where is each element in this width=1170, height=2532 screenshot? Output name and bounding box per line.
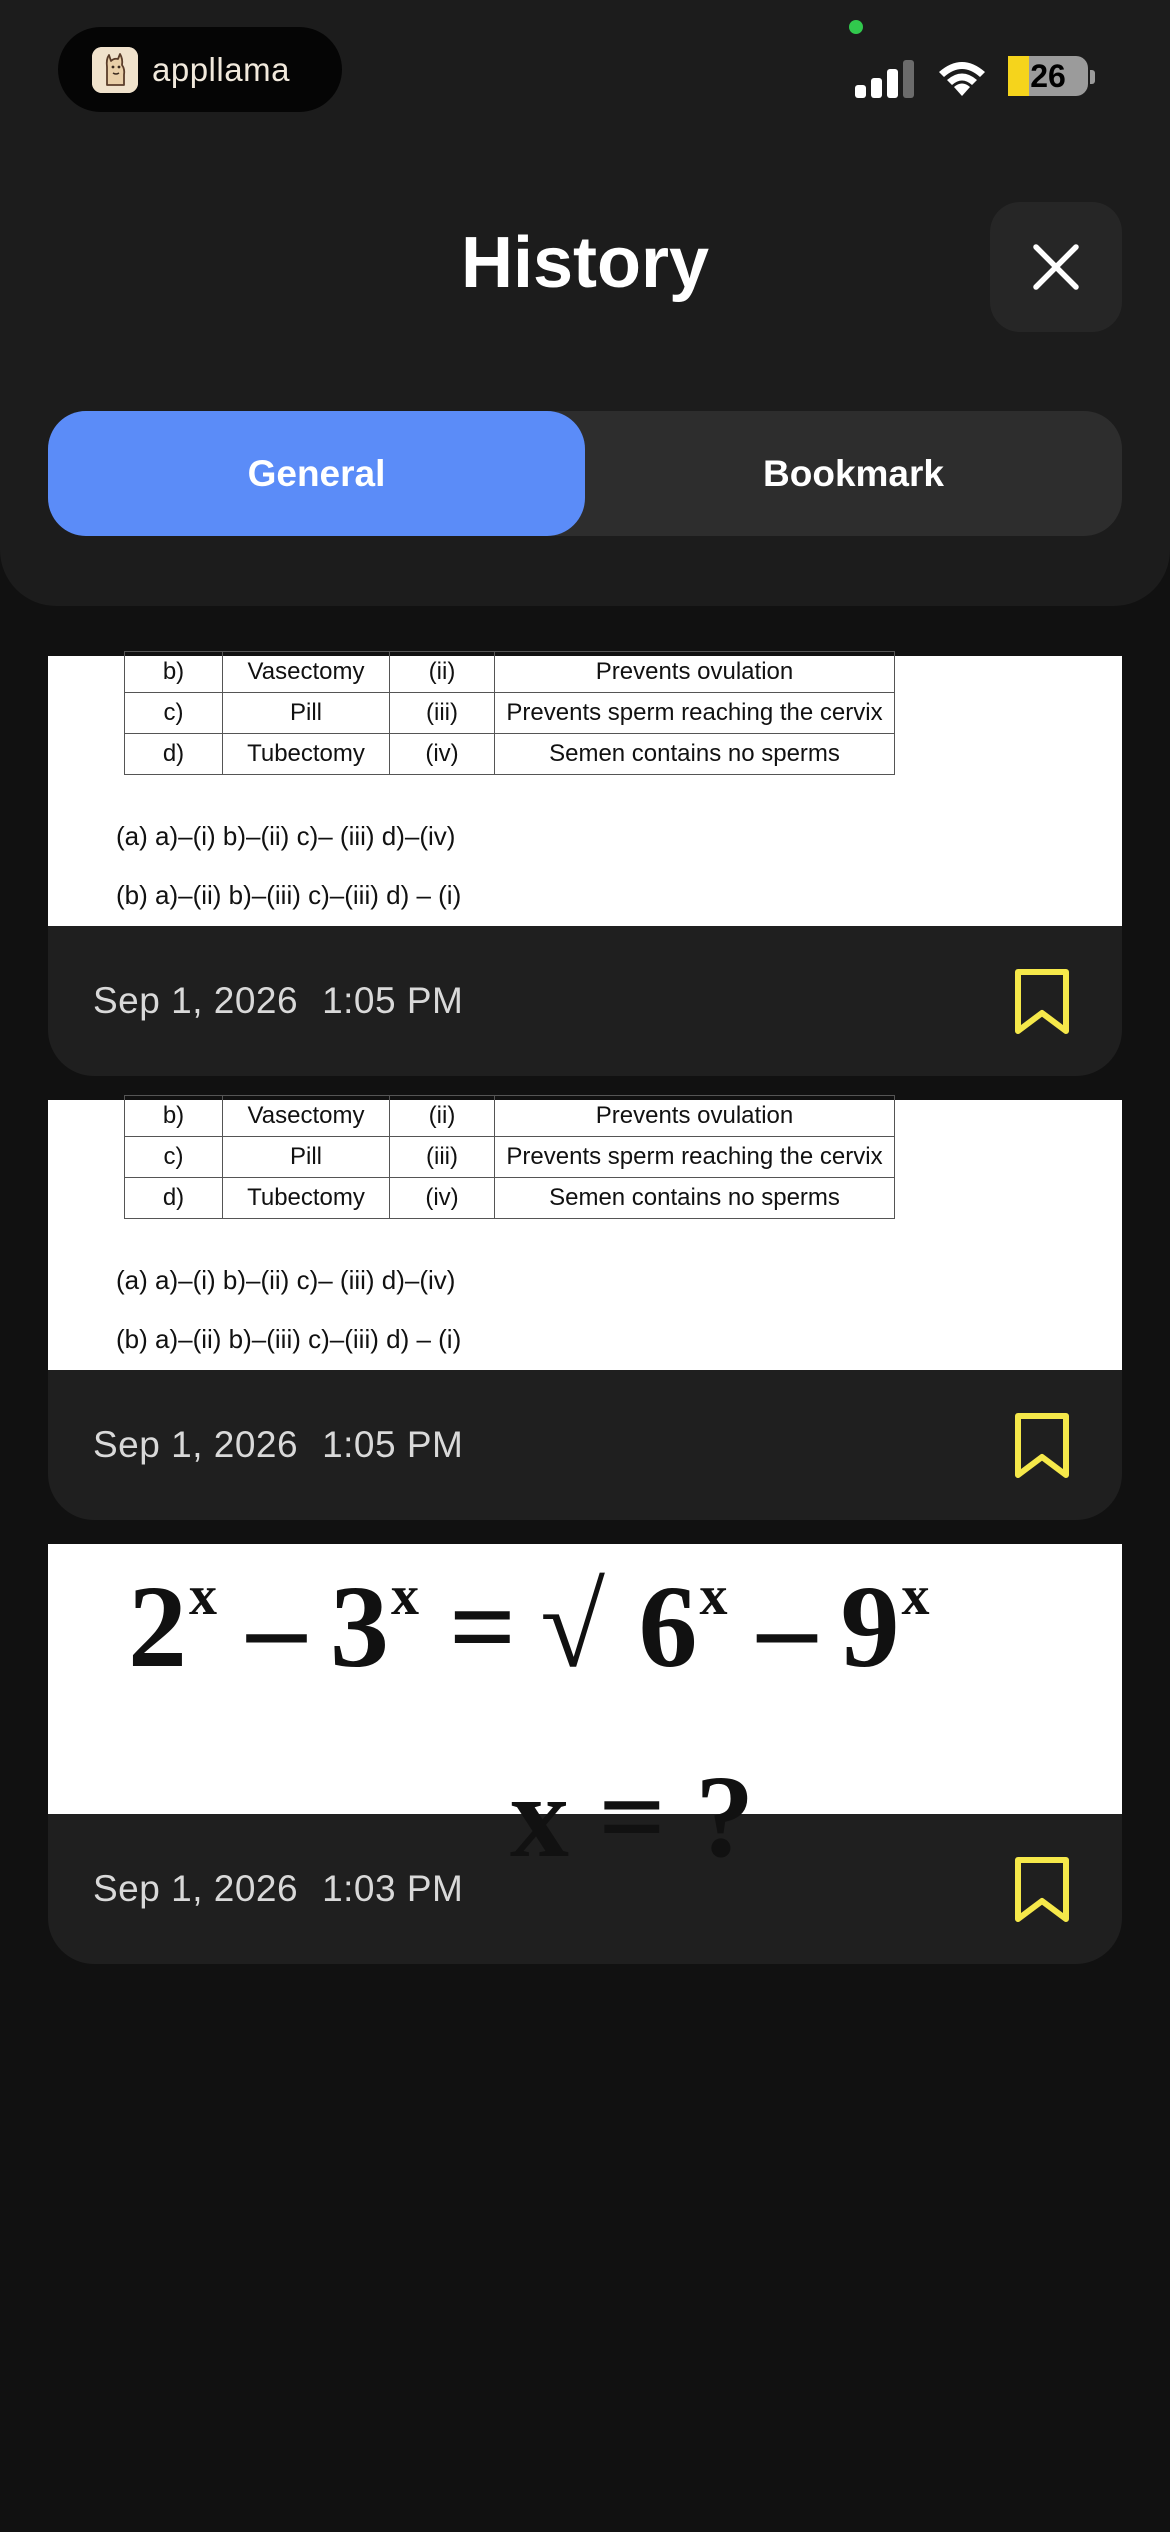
table-cell: Prevents ovulation — [495, 1096, 895, 1137]
bookmark-icon — [1012, 1856, 1072, 1924]
equation-question: x = ? — [510, 1751, 755, 1882]
table-row — [125, 1178, 895, 1219]
question-table — [124, 651, 895, 775]
equation-exponent: x — [901, 1565, 932, 1627]
equation-exponent: x — [189, 1565, 219, 1627]
equation-exponent: x — [391, 1565, 421, 1627]
card-footer — [48, 1370, 1122, 1520]
equation-exponent: x — [699, 1565, 730, 1627]
table-cell: c) — [125, 1137, 223, 1178]
table-cell: (iv) — [390, 1178, 495, 1219]
equation-term: √ 6 — [540, 1561, 700, 1692]
bookmark-icon — [1012, 1412, 1072, 1480]
table-cell: (ii) — [390, 1096, 495, 1137]
table-row — [125, 693, 895, 734]
answer-option: (a) a)–(i) b)–(ii) c)– (iii) d)–(iv) — [116, 821, 456, 851]
camera-indicator-icon — [849, 20, 863, 34]
table-cell: Prevents sperm reaching the cervix — [495, 693, 895, 734]
history-thumbnail[interactable] — [48, 656, 1122, 926]
table-cell: (ii) — [390, 652, 495, 693]
equation-operator: – — [247, 1561, 308, 1692]
card-footer — [48, 926, 1122, 1076]
table-cell: b) — [125, 1096, 223, 1137]
history-date: Sep 1, 2026 — [93, 980, 299, 1021]
table-cell: Prevents ovulation — [495, 652, 895, 693]
history-card[interactable] — [48, 1100, 1122, 1520]
bookmark-button[interactable] — [1012, 968, 1072, 1036]
close-icon — [1030, 241, 1082, 293]
card-footer — [48, 1814, 1122, 1964]
close-button[interactable] — [990, 202, 1122, 332]
brand-pill — [58, 27, 342, 112]
table-cell: Semen contains no sperms — [495, 734, 895, 775]
history-thumbnail[interactable] — [48, 1544, 1122, 1882]
equation — [128, 1559, 938, 1695]
equation-term: 2 — [128, 1561, 189, 1692]
history-time: 1:05 PM — [322, 1424, 464, 1465]
table-row — [125, 652, 895, 693]
table-cell: Semen contains no sperms — [495, 1178, 895, 1219]
table-cell: (iv) — [390, 734, 495, 775]
page-title: History — [460, 223, 710, 303]
table-cell: Vasectomy — [223, 652, 390, 693]
battery-icon — [1008, 56, 1088, 96]
history-time: 1:05 PM — [322, 980, 464, 1021]
table-cell: (iii) — [390, 693, 495, 734]
equation-operator: – — [757, 1561, 819, 1692]
table-cell: Pill — [223, 1137, 390, 1178]
table-cell: (iii) — [390, 1137, 495, 1178]
equation-term: 9 — [840, 1561, 902, 1692]
table-cell: Vasectomy — [223, 1096, 390, 1137]
bookmark-icon — [1012, 968, 1072, 1036]
table-cell: d) — [125, 734, 223, 775]
table-cell: Tubectomy — [223, 734, 390, 775]
table-cell: c) — [125, 693, 223, 734]
answer-option: (b) a)–(ii) b)–(iii) c)–(iii) d) – (i) — [116, 1324, 462, 1354]
history-date: Sep 1, 2026 — [93, 1868, 299, 1909]
battery-tip — [1090, 70, 1095, 84]
tab-general[interactable]: General — [48, 411, 585, 536]
table-cell: Prevents sperm reaching the cervix — [495, 1137, 895, 1178]
history-card[interactable] — [48, 656, 1122, 1076]
history-thumbnail[interactable] — [48, 1100, 1122, 1370]
table-row — [125, 1137, 895, 1178]
llama-logo-icon — [92, 47, 138, 93]
equation-term: 3 — [330, 1561, 391, 1692]
history-time: 1:03 PM — [322, 1868, 464, 1909]
table-row — [125, 1096, 895, 1137]
answer-option: (a) a)–(i) b)–(ii) c)– (iii) d)–(iv) — [116, 1265, 456, 1295]
tab-bookmark[interactable]: Bookmark — [763, 452, 944, 494]
table-cell: Tubectomy — [223, 1178, 390, 1219]
history-tabs — [48, 411, 1122, 536]
table-cell: Pill — [223, 693, 390, 734]
history-date: Sep 1, 2026 — [93, 1424, 299, 1465]
table-cell: d) — [125, 1178, 223, 1219]
equation-operator: = — [449, 1561, 519, 1692]
table-cell: b) — [125, 652, 223, 693]
answer-option: (b) a)–(ii) b)–(iii) c)–(iii) d) – (i) — [116, 880, 462, 910]
bookmark-button[interactable] — [1012, 1412, 1072, 1480]
brand-name: appllama — [152, 50, 290, 88]
wifi-icon — [934, 56, 990, 98]
question-table — [124, 1095, 895, 1219]
signal-icon — [855, 58, 915, 98]
history-card[interactable] — [48, 1544, 1122, 1964]
battery-level: 26 — [1030, 57, 1066, 94]
bookmark-button[interactable] — [1012, 1856, 1072, 1924]
table-row — [125, 734, 895, 775]
